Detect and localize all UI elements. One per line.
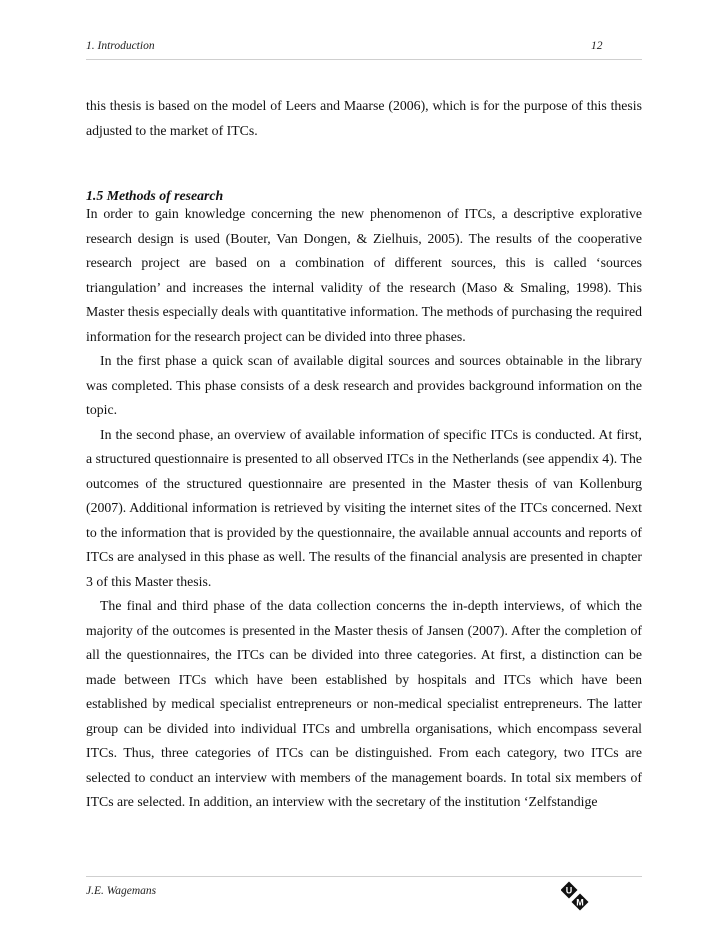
section-heading: 1.5 Methods of research [86, 188, 224, 203]
paragraph-3: In the second phase, an overview of available information of specific ITCs is conducted. At first, a structured questionnaire is presented to all observed ITCs in the Netherlands (see appendix 4). The outcomes of the structured questionnaire are presented in the Master thesis of van Kollenburg (2007). Additional information is retrieved by visiting the internet sites of the ITCs concerned. Next to the information that is provided by the questionnaire, the available annual accounts and reports of ITCs are analysed in this phase as well. The results of the financial analysis are presented in chapter 3 of this Master thesis. [86, 426, 642, 589]
page-number: 12 [591, 40, 603, 52]
paragraph-4: The final and third phase of the data collection concerns the in-depth interviews, of which the majority of the outcomes is presented in the Master thesis of Jansen (2007). After the completion of all the questionnaires, the ITCs can be divided into three categories. At first, a distinction can be made between ITCs which have been established by hospitals and ITCs which have been established by medical specialist entrepreneurs or non-medical specialist entrepreneurs. The latter group can be divided into individual ITCs and umbrella organisations, which encompass several ITCs. Thus, three categories of ITCs can be distinguished. From each category, two ITCs are selected to conduct an interview with members of the management boards. In total six members of ITCs are selected. In addition, an interview with the secretary of the institution ‘Zelfstandige [86, 598, 642, 809]
chapter-title: 1. Introduction [86, 40, 155, 52]
university-logo [561, 880, 589, 912]
header-divider [86, 59, 642, 60]
intro-paragraph: this thesis is based on the model of Leers and Maarse (2006), which is for the purpose of this thesis adjusted to the market of ITCs. [86, 98, 642, 138]
footer-divider [86, 876, 642, 877]
logo-letter-m: M [576, 897, 584, 908]
footer-author: J.E. Wagemans [86, 885, 157, 897]
logo-letter-u: U [565, 885, 573, 896]
paragraph-2: In the first phase a quick scan of available digital sources and sources obtainable in the library was completed. This phase consists of a desk research and provides background information on the topic. [86, 353, 642, 417]
page-header [86, 40, 642, 52]
section-body [86, 202, 642, 815]
intro-paragraph-block [86, 94, 642, 143]
paragraph-1: In order to gain knowledge concerning the new phenomenon of ITCs, a descriptive explorative research design is used (Bouter, Van Dongen, & Zielhuis, 2005). The results of the cooperative research project are based on a combination of different sources, this is called ‘sources triangulation’ and increases the internal validity of the research (Maso & Smaling, 1998). This Master thesis especially deals with quantitative information. The methods of purchasing the required information for the research project can be divided into three phases. [86, 206, 642, 344]
